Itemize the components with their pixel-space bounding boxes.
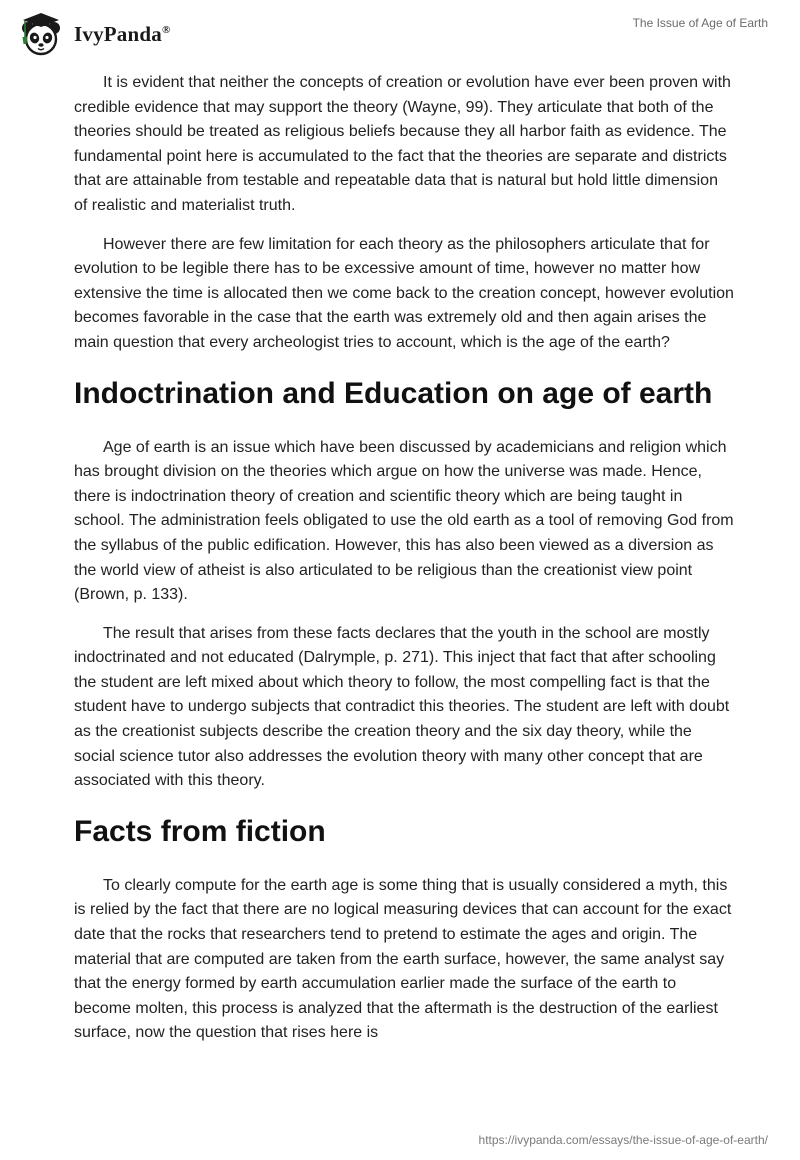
- site-logo[interactable]: [16, 11, 170, 57]
- paragraph: Age of earth is an issue which have been discussed by academicians and religion which has brought division on the theories which argue on how the universe was made. Hence, there is indoctrination theory of creation and scientific theory which are being taught in school. The administration feels obligated to use the old earth as a tool of removing God from the syllabus of the public edification. However, this has also been viewed as a diversion as the world view of atheist is also articulated to be religious than the creationist view point (Brown, p. 133).: [74, 438, 734, 604]
- paragraph: To clearly compute for the earth age is some thing that is usually considered a myth, this is relied by the fact that there are no logical measuring devices that can account for the exact date that the rocks that researchers tend to pretend to estimate the ages and origin. The material that are computed are taken from the earth surface, however, the same analyst say that the energy formed by earth accumulation earlier made the surface of the earth to become molten, this process is analyzed that the aftermath is the destruction of the earliest surface, now the question that rises here is: [74, 876, 732, 1042]
- paragraph: However there are few limitation for each theory as the philosophers articulate that for evolution to be legible there has to be excessive amount of time, however no matter how extensive the time is allocated then we come back to the creation concept, however evolution becomes favorable in the case that the earth was extremely old and then again arises the main question that every archeologist tries to account, which is the age of the earth?: [74, 235, 734, 351]
- logo-text: IvyPanda: [74, 21, 162, 46]
- paragraph: It is evident that neither the concepts of creation or evolution have ever been proven with credible evidence that may support the theory (Wayne, 99). They articulate that both of the theories should be treated as religious beliefs because they all harbor faith as evidence. The fundamental point here is accumulated to the fact that the theories are separate and districts that are attainable from testable and repeatable data that is natural but hold little dimension of realistic and materialist truth.: [74, 74, 731, 214]
- registered-mark: ®: [161, 23, 171, 36]
- footer-url[interactable]: https://ivypanda.com/essays/the-issue-of-age-of-earth/: [478, 1133, 768, 1147]
- section-heading: Facts from fiction: [74, 814, 326, 848]
- section-heading: Indoctrination and Education on age of earth: [74, 376, 713, 410]
- document-title: The Issue of Age of Earth: [632, 16, 768, 30]
- paragraph: The result that arises from these facts declares that the youth in the school are mostly indoctrinated and not educated (Dalrymple, p. 271). This inject that fact that after schooling the student are left mixed about which theory to follow, the most compelling fact is that the student have to undergo subjects that contradict this theories. The student are left with doubt as the creationist subjects describe the creation theory and the six day theory, while the social science tutor also addresses the evolution theory with many other concept that are associated with this theory.: [74, 624, 730, 790]
- logo-wordmark: [74, 22, 170, 47]
- essay-body: [74, 71, 734, 1060]
- panda-graduate-icon: [16, 11, 66, 57]
